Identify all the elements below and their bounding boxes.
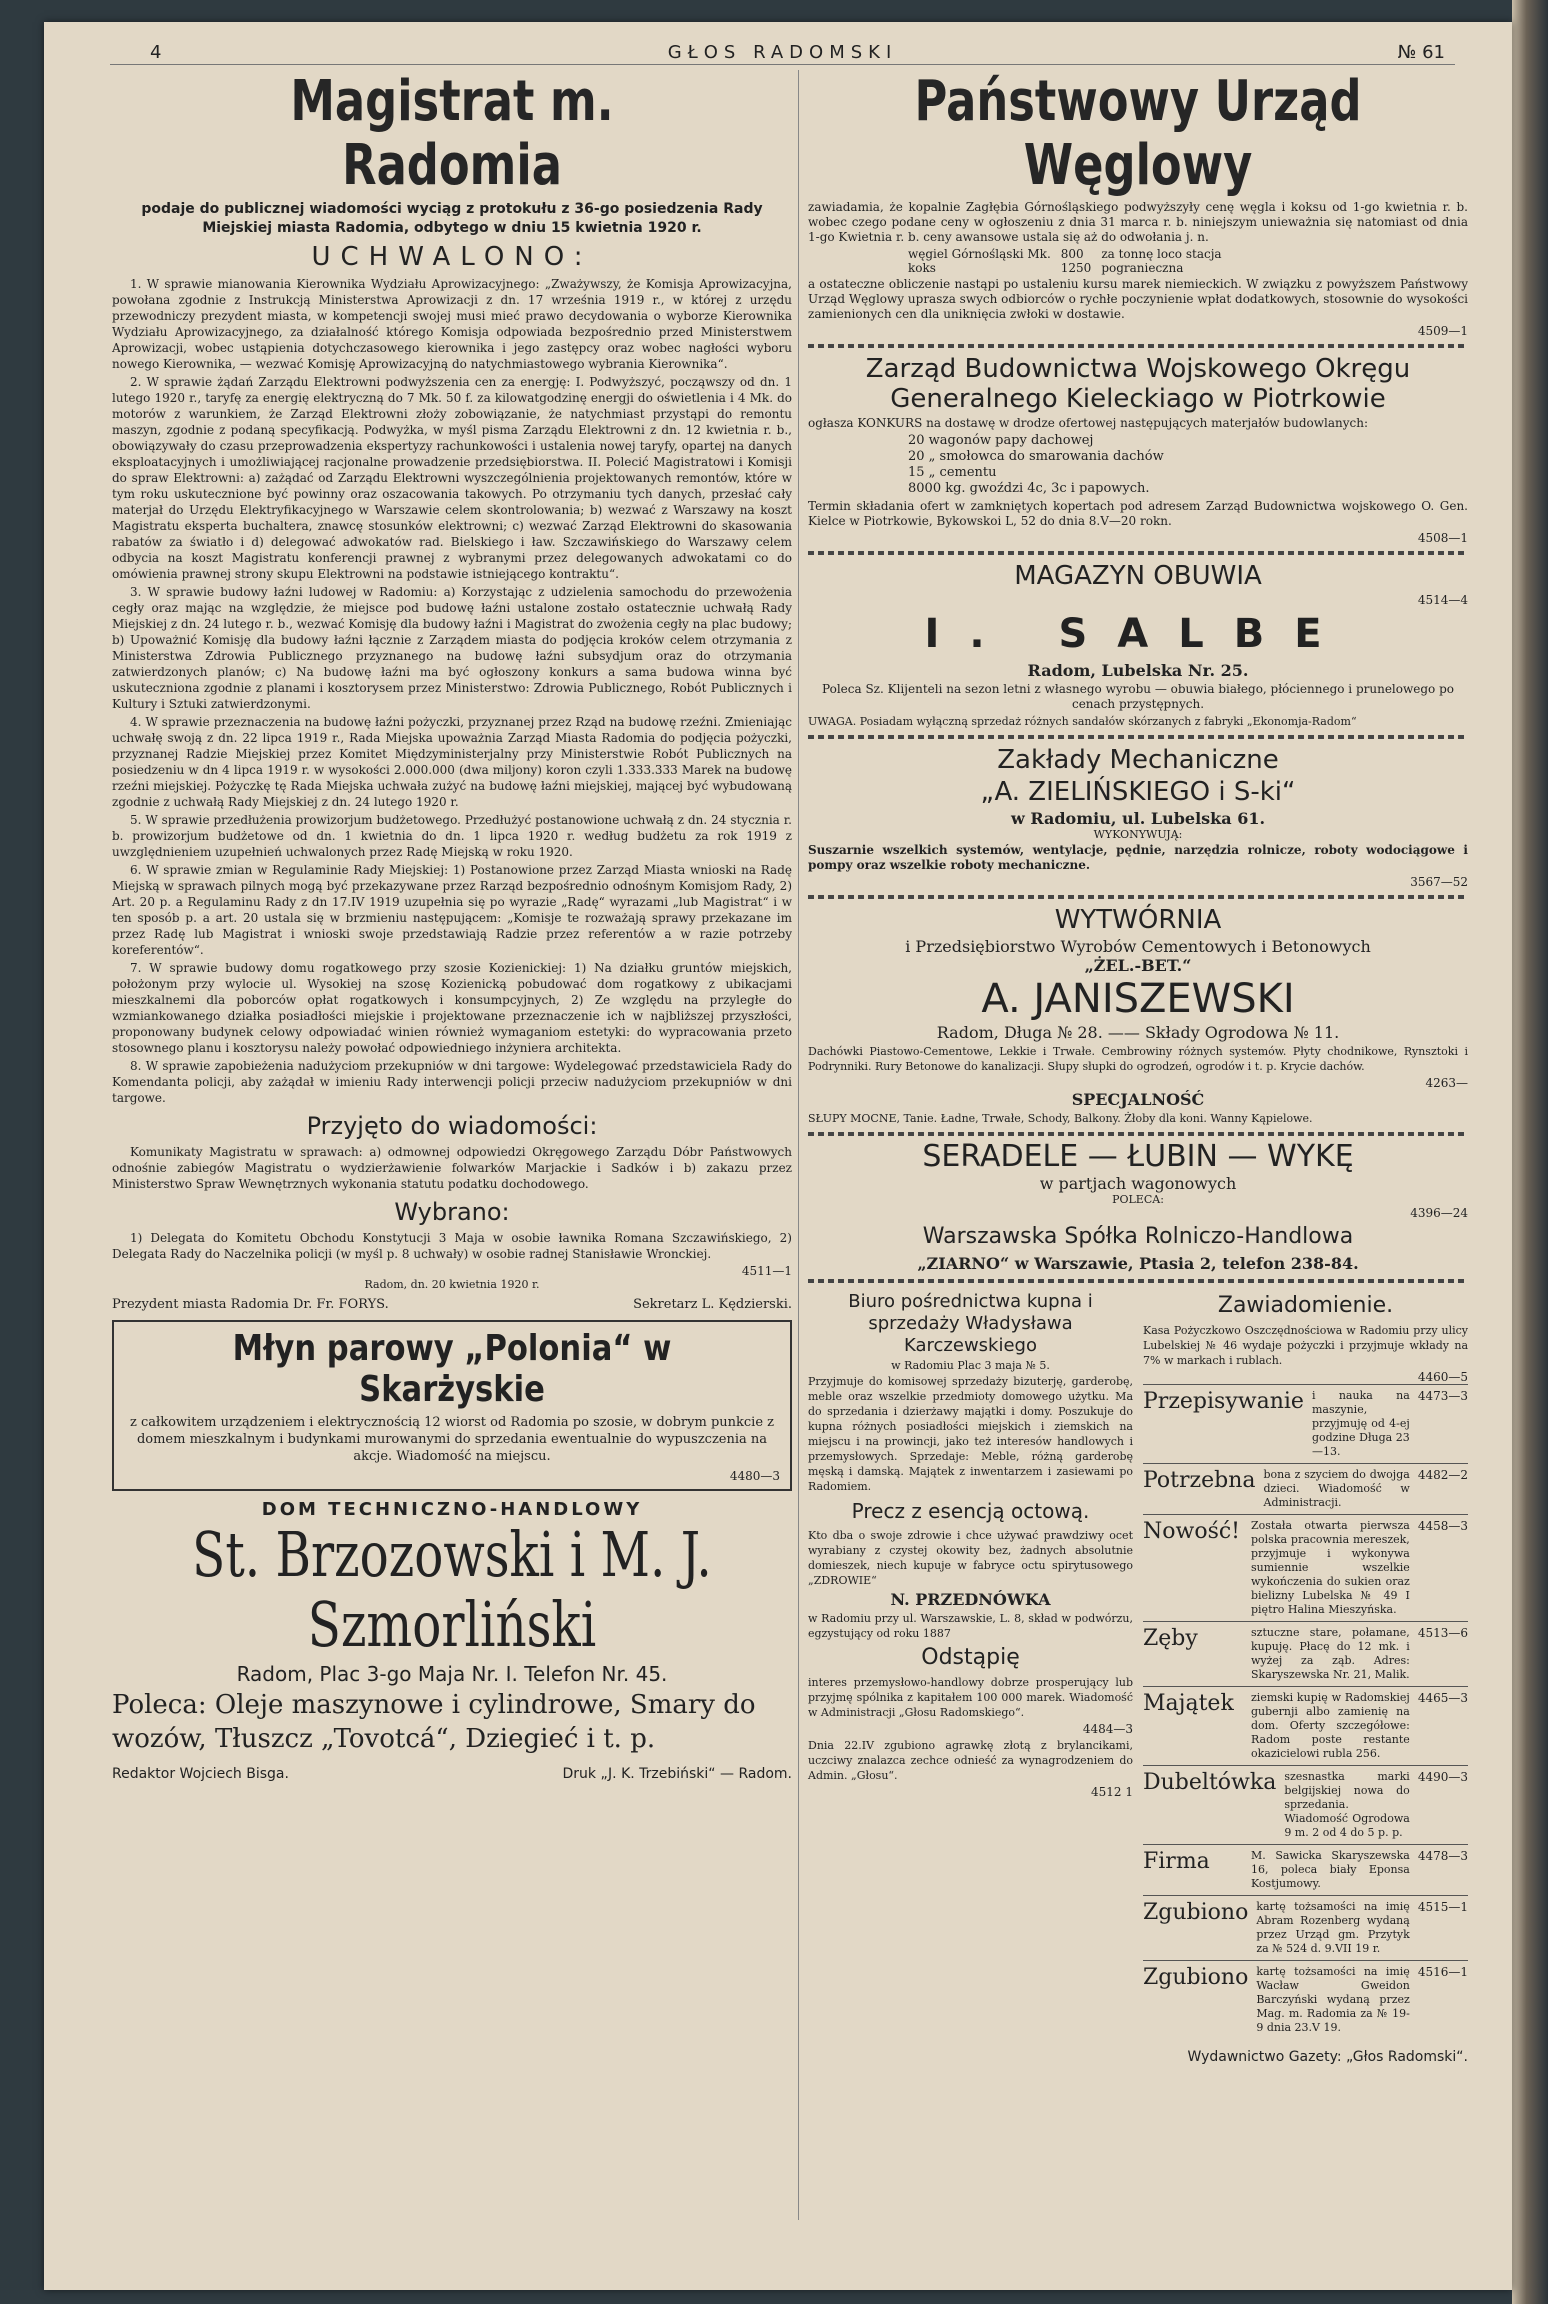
- small-ad: [1143, 1384, 1468, 1463]
- magistrat-title: Magistrat m. Radomia: [290, 69, 614, 198]
- uchwalono-heading: UCHWALONO:: [311, 242, 593, 272]
- small-ad-ref: 4465—3: [1417, 1691, 1468, 1705]
- specjalnosc-text: SŁUPY MOCNE, Tanie. Ładne, Trwałe, Schody, Balkony. Żłoby dla koni. Wanny Kąpielowe.: [808, 1112, 1313, 1125]
- resolution-8: 8. W sprawie zapobieżenia nadużyciom przekupniów w dni targowe: Wydelegować przedstawiciela Rady do Komendanta policji, aby zażądał w imieniu Rady interwencji policji przeciw nadużyciom przekupniów w dni targowe.: [112, 1059, 792, 1105]
- small-ad-ref: 4478—3: [1417, 1849, 1468, 1863]
- precz-title: Precz z esencją octową.: [851, 1499, 1090, 1523]
- coal-cell: za tonnę loco stacja: [1101, 247, 1222, 261]
- small-ad: [1143, 1960, 1468, 2039]
- seradele-title: SERADELE — ŁUBIN — WYKĘ: [922, 1139, 1354, 1174]
- small-ad-text: szesnastka marki belgijskiej nowa do sprzedania. Wiadomość Ogrodowa 9 m. 2 od 4 do 5 p. p.: [1284, 1770, 1410, 1839]
- small-ad: [1143, 1514, 1468, 1621]
- ziarno-line: „ZIARNO“ w Warszawie, Ptasia 2, telefon 238-84.: [917, 1254, 1359, 1273]
- zielinski-text: Suszarnie wszelkich systemów, wentylacje, pędnie, narzędzia rolnicze, roboty wodociągowe i pompy oraz wszelkie roboty mechaniczne.: [808, 843, 1468, 872]
- resolution-4: 4. W sprawie przeznaczenia na budowę łaźni pożyczki, przyznanej przez Rząd na budowę rzeźni. Zmieniając uchwałę swoją z dn. 22 lipca 1919 r., Rada Miejska upoważnia Zarząd Miasta Radomia do podjęcia pożyczki, przyznanej Radzie Miejskiej przez Komitet Międzyministerjalny przy Ministerstwie Robót Publicznych na posiedzeniu w dn 4 lipca 1919 r. w wysokości 2.000.000 (dwa miljony) koron czyli 1.333.333 Marek na budowę rzeźni miejskiej. Pożyczkę tę Rada Miejska uchwała zużyć na budowę łaźni miejskiej, mającej być wybudowaną zgodnie z uchwałą Rady Miejskiej z dn. 24 lutego 1920 r.: [112, 715, 792, 809]
- column-divider: [798, 70, 799, 2220]
- biuro-title: Biuro pośrednictwa kupna i sprzedaży Władysława Karczewskiego: [848, 1291, 1093, 1356]
- odstapie-text: interes przemysłowo-handlowy dobrze prosperujący lub przyjmę spólnika z kapitałem 100 000 marek. Wiadomość w Administracji „Głosu Radomskiego“.: [808, 1676, 1133, 1719]
- small-ad-ref: 4482—2: [1417, 1468, 1468, 1482]
- small-ad-keyword: Nowość!: [1143, 1519, 1241, 1544]
- odstapie-title: Odstąpię: [921, 1645, 1020, 1670]
- wydawnictwo: Wydawnictwo Gazety: „Głos Radomski“.: [1187, 2049, 1468, 2065]
- magazyn-title: MAGAZYN OBUWIA: [1014, 561, 1262, 591]
- firm-line-2: wozów, Tłuszcz „Tovotcá“, Dziegieć i t. p.: [112, 1724, 656, 1754]
- biuro-address: w Radomiu Plac 3 maja № 5.: [891, 1359, 1050, 1372]
- bottom-ads: [808, 1289, 1468, 2039]
- specjalnosc-label: SPECJALNOŚĆ: [1071, 1090, 1205, 1109]
- issue-number: № 61: [1397, 42, 1445, 63]
- seradele-sub: w partjach wagonowych: [1039, 1174, 1237, 1193]
- przyjeto-text: Komunikaty Magistratu w sprawach: a) odmownej odpowiedzi Okręgowego Zarządu Dóbr Państwowych odnośnie zabiegów Magistratu o wydzierżawienie folwarków Marjackie i Sadków i b) zakazu przez Ministerstwo Spraw Wewnętrznych wykonania statutu podatku dochodowego.: [112, 1145, 792, 1191]
- mlyn-title: Młyn parowy „Polonia“ w Skarżyskie: [232, 1328, 672, 1410]
- dnia-text: Dnia 22.IV zgubiono agrawkę złotą z brylancikami, uczciwy znalazca zechce odnieść za wynagrodzeniem do Admin. „Głosu“.: [808, 1739, 1133, 1782]
- bottom-ads-right: [1143, 1289, 1468, 2039]
- small-ad-keyword: Dubeltówka: [1143, 1770, 1277, 1795]
- magistrat-intro: podaje do publicznej wiadomości wyciąg z protokułu z 36-go posiedzenia Rady Miejskiej miasta Radomia, odbytego w dniu 15 kwietnia 1920 r.: [141, 201, 763, 236]
- janiszewski-ref: 4263—: [1425, 1076, 1468, 1090]
- zielinski-name: „A. ZIELIŃSKIEGO i S-ki“: [980, 777, 1296, 807]
- wybrano-text: 1) Delegata do Komitetu Obchodu Konstytucji 3 Maja w osobie ławnika Romana Szczawińskiego, 2) Delegata Rady do Naczelnika policji (w myśl p. 8 uchwały) w osobie radnej Stanisławie Wronckiej.: [112, 1231, 792, 1261]
- poleca-label: POLECA:: [1112, 1193, 1164, 1206]
- small-ad-keyword: Zgubiono: [1143, 1965, 1249, 1990]
- zelbet-label: „ŻEL.-BET.“: [1084, 956, 1192, 975]
- zielinski-ref: 3567—52: [1410, 875, 1468, 889]
- small-ad: [1143, 1463, 1468, 1514]
- wykonywuja-label: WYKONYWUJĄ:: [1093, 828, 1183, 841]
- small-ad-keyword: Potrzebna: [1143, 1468, 1256, 1493]
- magazyn-ref: 4514—4: [1417, 593, 1468, 607]
- firm-line-1: Poleca: Oleje maszynowe i cylindrowe, Smary do: [112, 1690, 756, 1720]
- masthead-title: GŁOS RADOMSKI: [667, 42, 898, 63]
- small-ad-keyword: Przepisywanie: [1143, 1389, 1304, 1414]
- coal-row: [908, 261, 1232, 275]
- zaklady-title: Zakłady Mechaniczne: [997, 745, 1279, 775]
- resolution-3: 3. W sprawie budowy łaźni ludowej w Radomiu: a) Korzystając z udzielenia samochodu do przewożenia cegły oraz mając na względzie, że miejsce pod budowę łaźni ustalone zostało ostatecznie uchwałą Rady Miejskiej z dn. 24 lutego r. b., wezwać Komisję dla budowy łaźni i Magistrat do zwożenia cegły na plac budowy; b) Upoważnić Komisję dla budowy łaźni łącznie z Zarządem miasta do podjęcia kroków celem otrzymania z Ministerstwa Zdrowia Publicznego przyznanego na budowę łaźni subsydjum oraz do otrzymania zatwierdzonych planów; c) Na budowę łaźni ma być ogłoszony konkurs a sama budowa winna być uskuteczniona zgodnie z planami i kosztorysem przez Ministerstwo: Zdrowia Publicznego, Robót Publicznych i Kultury i Sztuki zatwierdzonymi.: [112, 585, 792, 711]
- salbe-note: UWAGA. Posiadam wyłączną sprzedaż różnych sandałów skórzanych z fabryki „Ekonomja-Radom“: [808, 715, 1357, 728]
- druk: Druk „J. K. Trzebiński“ — Radom.: [562, 1766, 792, 1782]
- small-ad-ref: 4513—6: [1417, 1626, 1468, 1640]
- secretary-signature: Sekretarz L. Kędzierski.: [633, 1297, 792, 1312]
- small-ad: [1143, 1765, 1468, 1844]
- zawiadomienie-text: Kasa Pożyczkowo Oszczędnościowa w Radomiu przy ulicy Lubelskiej № 46 wydaje pożyczki i przyjmuje wkłady na 7% w markach i rublach.: [1143, 1324, 1468, 1367]
- coal-cell: 800: [1060, 247, 1084, 261]
- small-ad-text: kartę tożsamości na imię Abram Rozenberg wydaną przez Urząd gm. Przytyk za № 524 d. 9.VII 19 r.: [1256, 1900, 1410, 1955]
- precz-text: Kto dba o swoje zdrowie i chce używać prawdziwy ocet wyrabiany z czystej okowity bez, żadnych absolutnie domieszek, niech kupuje w fabryce octu spirytusowego „ZDROWIE“: [808, 1529, 1133, 1587]
- dnia-ref: 4512 1: [1091, 1785, 1133, 1799]
- small-ad: [1143, 1844, 1468, 1895]
- resolution-date: Radom, dn. 20 kwietnia 1920 r.: [364, 1278, 540, 1291]
- salbe-address: Radom, Lubelska Nr. 25.: [1027, 661, 1249, 680]
- wybrano-heading: Wybrano:: [394, 1198, 510, 1226]
- salbe-text: Poleca Sz. Klijenteli na sezon letni z własnego wyrobu — obuwia białego, płóciennego i prunelowego po cenach przystępnych.: [822, 682, 1454, 711]
- small-ad-ref: 4516—1: [1417, 1965, 1468, 1979]
- zarzad-text-2: Termin składania ofert w zamkniętych kopertach pod adresem Zarząd Budownictwa wojskowego O. Gen. Kielce w Piotrkowie, Bykowskoi L, 52 do dnia 8.V—20 rokn.: [808, 499, 1468, 528]
- page-header: [110, 42, 1455, 65]
- mlyn-text: z całkowitem urządzeniem i elektrycznością 12 wiorst od Radomia po szosie, w dobrym punkcie z domem mieszkalnym i budynkami murowanymi do sprzedania ewentualnie do wypuszczenia na akcje. Wiadomość na miejscu.: [129, 1415, 775, 1464]
- small-ad-text: bona z szyciem do dwojga dzieci. Wiadomość w Administracji.: [1263, 1468, 1410, 1509]
- small-ad: [1143, 1895, 1468, 1960]
- janiszewski-address: Radom, Długa № 28. —— Składy Ogrodowa № 11.: [936, 1023, 1340, 1042]
- spolka-name: Warszawska Spółka Rolniczo-Handlowa: [922, 1224, 1354, 1249]
- small-ad-ref: 4473—3: [1417, 1389, 1468, 1403]
- small-ad-keyword: Zgubiono: [1143, 1900, 1249, 1925]
- footer-left: [112, 1766, 792, 1782]
- small-ad-text: ziemski kupię w Radomskiej gubernji albo zamienię na dom. Oferty szczegółowe: Radom poste restante okazicielowi rubla 256.: [1251, 1691, 1410, 1760]
- coal-cell: koks: [908, 261, 936, 275]
- urzad-text-2: a ostateczne obliczenie nastąpi po ustaleniu kursu marek niemieckich. W związku z powyższem Państwowy Urząd Węglowy uprasza swych odbiorców o rychłe poczynienie wpłat dodatkowych, stosownie do wysokości zamienionych cen dla uniknięcia zwłoki w dostawie.: [808, 277, 1468, 321]
- wybrano-ref: 4511—1: [741, 1264, 792, 1278]
- footer-right: [808, 2049, 1468, 2065]
- right-column: [808, 70, 1468, 2065]
- list-item: 20 „ smołowca do smarowania dachów: [908, 449, 1164, 464]
- resolution-6: 6. W sprawie zmian w Regulaminie Rady Miejskiej: 1) Postanowione przez Zarząd Miasta wnioski na Radę Miejską w sprawach pilnych mogą być przekazywane przez Rarząd bezpośrednio odnośnym Komisjom Rady, 2) Art. 20 p. a Regulaminu Rady z dn 17.IV 1919 uzupełnia się po wyrazie „Radę“ wyrazami „lub Magistrat“ i w ten sposób p. a art. 20 ustala się w brzmieniu następującem: „Komisje te rozważają sprawy przekazane im przez Radę lub Magistrat i wnioski swoje przedstawiają Radzie przez referentów a w razie potrzeby koreferentów“.: [112, 863, 792, 957]
- divider: [808, 895, 1468, 899]
- zielinski-address: w Radomiu, ul. Lubelska 61.: [1010, 809, 1266, 828]
- zawiadomienie-ref: 4460—5: [1417, 1370, 1468, 1384]
- odstapie-ref: 4484—3: [1082, 1722, 1133, 1736]
- zarzad-ref: 4508—1: [1417, 531, 1468, 545]
- small-ad: [1143, 1686, 1468, 1765]
- coal-cell: pogranieczna: [1101, 261, 1184, 275]
- small-ad-ref: 4490—3: [1417, 1770, 1468, 1784]
- president-signature: Prezydent miasta Radomia Dr. Fr. FORYS.: [112, 1297, 389, 1312]
- small-ads-list: [1143, 1384, 1468, 2039]
- przednowka-name: N. PRZEDNÓWKA: [890, 1590, 1051, 1609]
- resolution-1: 1. W sprawie mianowania Kierownika Wydziału Aprowizacyjnego: „Zważywszy, że Komisja Aprowizacyjna, powołana zgodnie z Instrukcją Ministerstwa Aprowizacji z dn. 17 września 1919 r., w której z urzędu przewodniczy prezydent miasta, w kompetencji swojej musi mieć prawo decydowania o wyborze Kierownika Wydziału Aprowizacyjnego, za działalność którego Komisja odpowiada bezpośrednio przed Ministerstwem Aprowizacji, wobec ustąpienia dotychczasowego kierownika i jego zastępcy oraz wobec nagłości wyboru nowego Kierownika, — wezwać Komisję Aprowizacyjną do natychmiastowego wybrania Kierownika“.: [112, 277, 792, 371]
- firm-address: Radom, Plac 3-go Maja Nr. I. Telefon Nr. 45.: [236, 1662, 668, 1686]
- mlyn-ref: 4480—3: [729, 1469, 780, 1483]
- small-ad: [1143, 1621, 1468, 1686]
- small-ad-text: Została otwarta pierwsza polska pracownia mereszek, przyjmuje i wykonywa sumiennie wszelkie wykończenia do sukien oraz bielizny Lubelska № 49 I piętro Halina Mieszyńska.: [1251, 1519, 1410, 1616]
- zawiadomienie-title: Zawiadomienie.: [1217, 1293, 1394, 1318]
- salbe-name: I. SALBE: [924, 611, 1352, 657]
- small-ad-keyword: Firma: [1143, 1849, 1210, 1874]
- small-ad-text: kartę tożsamości na imię Wacław Gweidon Barczyński wydaną przez Mag. m. Radomia za № 19-9 dnia 23.V 19.: [1256, 1965, 1410, 2034]
- list-item: 20 wagonów papy dachowej: [908, 433, 1094, 448]
- zarzad-items: [908, 433, 1468, 497]
- mlyn-ad: [112, 1320, 792, 1491]
- janiszewski-text: Dachówki Piastowo-Cementowe, Lekkie i Trwałe. Cembrowiny różnych systemów. Płyty chodnikowe, Rynsztoki i Podrynniki. Rury Betonowe do kanalizacji. Słupy słupki do ogrodzeń, ogrodów i t. p. Krycie dachów.: [808, 1045, 1468, 1073]
- precz-address: w Radomiu przy ul. Warszawskie, L. 8, skład w podwórzu, egzystujący od roku 1887: [808, 1612, 1133, 1640]
- urzad-ref: 4509—1: [1417, 324, 1468, 338]
- zarzad-title: Zarząd Budownictwa Wojskowego Okręgu Generalnego Kieleckiago w Piotrkowie: [865, 354, 1411, 414]
- small-ad-text: sztuczne stare, połamane, kupuję. Płacę do 12 mk. i wyżej za ząb. Adres: Skaryszewska Nr. 21, Malik.: [1251, 1626, 1410, 1681]
- small-ad-ref: 4515—1: [1417, 1900, 1468, 1914]
- biuro-text: Przyjmuje do komisowej sprzedaży bizuterję, garderobę, meble oraz wszelkie przedmioty domowego użytku. Ma do sprzedania i dzierżawy majątki i domy. Poszukuje do kupna różnych posiadłości miejskich i ziemskich na miejscu i na prowincji, jako też interesów handlowych i przemysłowych. Sprzedaje: Meble, różną garderobę męską i damską. Majątek z inwentarzem i zasiewami po Radomiem.: [808, 1375, 1133, 1493]
- coal-price-table: [908, 247, 1232, 275]
- dom-label: DOM TECHNICZNO-HANDLOWY: [261, 1499, 643, 1520]
- janiszewski-name: A. JANISZEWSKI: [981, 976, 1295, 1022]
- divider: [808, 1279, 1468, 1283]
- small-ad-ref: 4458—3: [1417, 1519, 1468, 1533]
- resolution-5: 5. W sprawie przedłużenia prowizorjum budżetowego. Przedłużyć postanowione uchwałą z dn. 24 stycznia r. b. prowizorjum budżetowe od dn. 1 kwietnia do dn. 1 lipca 1920 r. według budżetu za rok 1919 z uwzględnieniem uzupełnień uchwalonych przez Radę Miejską w roku 1920.: [112, 813, 792, 859]
- bottom-ads-left: [808, 1289, 1133, 2039]
- left-column: [112, 70, 792, 1782]
- wytwornia-title: WYTWÓRNIA: [1054, 905, 1222, 935]
- firm-name: St. Brzozowski i M. J. Szmorliński: [192, 1518, 712, 1661]
- resolution-2: 2. W sprawie żądań Zarządu Elektrowni podwyższenia cen za energję: I. Podwyższyć, począwszy od dn. 1 lutego 1920 r., taryfę za energię elektryczną do 7 Mk. 50 f. za kilowatgodzinę energji do oświetlenia i 4 Mk. do motorów z warunkiem, że Zarząd Elektrowni złoży zobowiązanie, że natychmiast przystąpi do remontu maszyn, zgodnie z podaną specyfikacją. Podwyżka, w myśl pisma Zarządu Elektrowni z dn. 12 kwietnia r. b., obowiązywały do czasu przeprowadzenia ekspertyzy rachunkowości i ustalenia nowej taryfy, opartej na danych eksploatacyjnych i umożliwiającej racjonalne prowadzenie przedsiębiorstwa. II. Polecić Magistratowi i Komisji do spraw Elektrowni: a) zażądać od Zarządu Elektrowni wyszczególnienia projektowanych remontów, które w tym roku uskutecznione być powinny oraz oszacowania takowych. Po otrzymaniu tych danych, przesłać cały materjał do Urzędu Elektryfikacyjnego w Warszawie celem skontrolowania; b) wezwać z Warszawy na koszt Magistratu eksperta buchaltera, znawcę stosunków elektrowni; c) wezwać Zarząd Elektrowni do skasowania rabatów za światło i d) delegować adwokatów rad. Bielskiego i ław. Szczawińskiego do Warszawy celem odbycia na koszt Magistratu konferencji prawnej z wybranymi przez delegowanych adwokatami co do omówienia prawnej strony skupu Elektrowni na podstawie istniejącego kontraktu“.: [112, 375, 792, 581]
- divider: [808, 551, 1468, 555]
- divider: [808, 735, 1468, 739]
- wytwornia-sub: i Przedsiębiorstwo Wyrobów Cementowych i Betonowych: [905, 937, 1371, 956]
- urzad-text-1: zawiadamia, że kopalnie Zagłębia Górnośląskiego podwyższyły cenę węgla i koksu od 1-go kwietnia r. b. wobec czego podane ceny w ogłoszeniu z dnia 31 marca r. b. niniejszym unieważnia się natomiast od dnia 1-go Kwietnia r. b. ceny awansowe ustala się aż do odwołania j. n.: [808, 200, 1468, 244]
- urzad-weglowy-title: Państwowy Urząd Węglowy: [914, 69, 1362, 198]
- coal-row: [908, 247, 1232, 261]
- small-ad-keyword: Zęby: [1143, 1626, 1198, 1651]
- page-number: 4: [150, 42, 162, 63]
- divider: [808, 1132, 1468, 1136]
- redaktor: Redaktor Wojciech Bisga.: [112, 1766, 289, 1782]
- small-ad-text: M. Sawicka Skaryszewska 16, poleca biały Eponsa Kostjumowy.: [1251, 1849, 1410, 1890]
- divider: [808, 344, 1468, 348]
- zarzad-text: ogłasza KONKURS na dostawę w drodze ofertowej następujących materjałów budowlanych:: [808, 416, 1368, 430]
- small-ad-keyword: Majątek: [1143, 1691, 1234, 1716]
- list-item: 8000 kg. gwoździ 4c, 3c i papowych.: [908, 481, 1150, 496]
- list-item: 15 „ cementu: [908, 465, 997, 480]
- coal-cell: węgiel Górnośląski Mk.: [908, 247, 1051, 261]
- seradele-ref: 4396—24: [1410, 1206, 1468, 1220]
- page-edge: [1512, 0, 1548, 2304]
- signatures: [112, 1297, 792, 1312]
- small-ad-text: i nauka na maszynie, przyjmuję od 4-ej godzine Długa 23—13.: [1311, 1389, 1410, 1458]
- coal-cell: 1250: [1060, 261, 1092, 275]
- przyjeto-heading: Przyjęto do wiadomości:: [306, 1112, 598, 1140]
- resolution-7: 7. W sprawie budowy domu rogatkowego przy szosie Kozienickiej: 1) Na działku gruntów miejskich, położonym przy wylocie ul. Wysokiej na szosę Kozienicką pobudować dom rogatkowy z ubikacjami mieszkalnemi dla poborców opłat rogatkowych i konsumpcyjnych, 2) Ze względu na przyległe do wzmiankowanego działka posiadłości miejskie i projektowane przeznaczenie ich w najbliższej przyszłości, proponowany budynek celowy odpowiadać winien również wymaganiom estetyki: do wypracowania przeto stosownego planu i kosztorysu należy powołać odpowiedniego inżyniera architekta.: [112, 961, 792, 1055]
